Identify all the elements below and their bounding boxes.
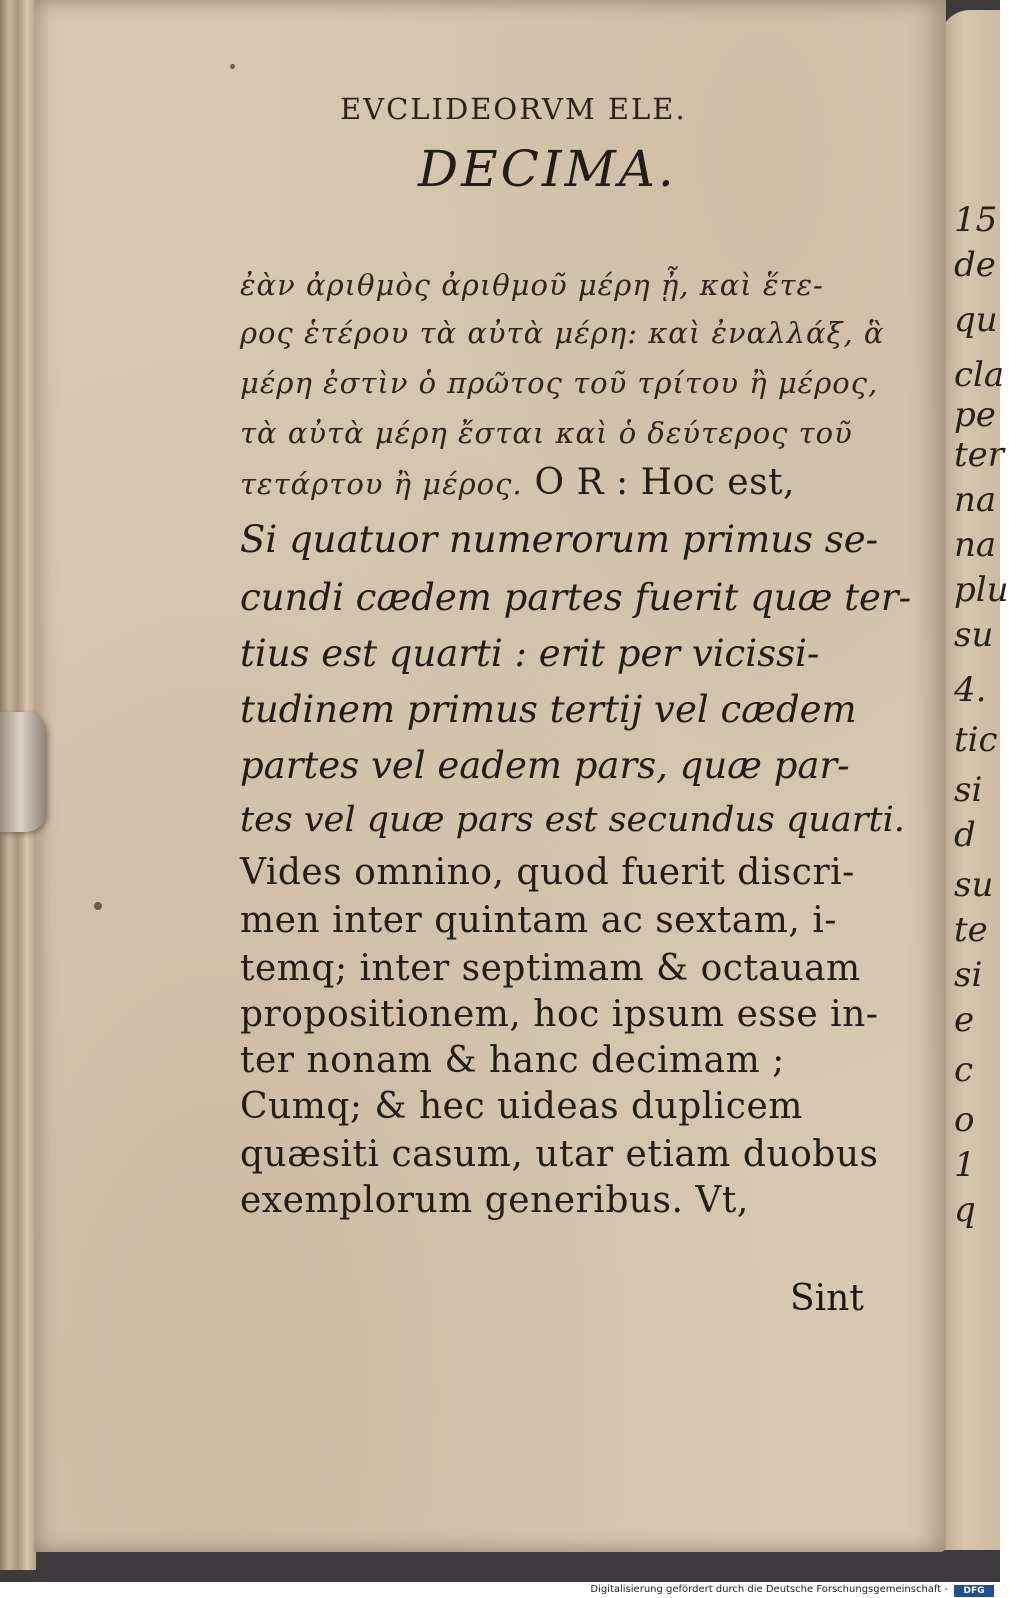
next-page-fragment: na	[954, 480, 997, 520]
next-page-fragment: qu	[954, 300, 998, 340]
roman-line: quæsiti casum, utar etiam duobus	[240, 1134, 879, 1175]
greek-line: ἐὰν ἀριθμὸς ἀριθμοῦ μέρη ᾖ, καὶ ἕτε-	[240, 268, 824, 302]
next-page-fragment: 15	[954, 200, 998, 240]
roman-line: exemplorum generibus. Vt,	[240, 1180, 749, 1221]
greek-line: τὰ αὐτὰ μέρη ἔσται καὶ ὁ δεύτερος τοῦ	[240, 416, 853, 450]
next-page-fragment: su	[954, 615, 994, 655]
greek-line: ρος ἑτέρου τὰ αὐτὰ μέρη: καὶ ἐναλλάξ, ἃ	[240, 316, 885, 350]
next-page-fragment: q	[954, 1190, 976, 1230]
roman-line: propositionem, hoc ipsum esse in-	[240, 994, 879, 1035]
next-page-fragment: si	[954, 955, 983, 995]
next-page-fragment: te	[954, 910, 988, 950]
roman-line: ter nonam & hanc decimam ;	[240, 1040, 785, 1081]
running-header: EVCLIDEORVM ELE.	[340, 92, 687, 126]
ink-spot	[94, 902, 102, 910]
ink-spot	[230, 64, 235, 69]
italic-line: cundi cædem partes fuerit quæ ter-	[240, 576, 912, 619]
dfg-logo: DFG	[954, 1585, 994, 1597]
next-page-fragment: ter	[954, 435, 1005, 475]
next-page-fragment: 4.	[954, 670, 987, 710]
next-page-fragment: e	[954, 1000, 975, 1040]
roman-line: Vides omnino, quod fuerit discri-	[240, 852, 855, 893]
italic-line: partes vel eadem pars, quæ par-	[240, 744, 850, 787]
italic-line: tes vel quæ pars est secundus quarti.	[240, 800, 905, 840]
next-page-strip	[940, 10, 1009, 1550]
next-page-fragment: pe	[954, 395, 996, 435]
next-page-fragment: plu	[954, 570, 1009, 610]
greek-line-last	[240, 462, 870, 503]
footer-bar	[0, 1584, 1000, 1598]
next-page-fragment: na	[954, 525, 997, 565]
next-page-fragment: c	[954, 1050, 974, 1090]
italic-line: tudinem primus tertij vel cædem	[240, 688, 857, 731]
next-page-fragment: 1	[954, 1145, 976, 1185]
book-clasp	[0, 712, 46, 832]
footer-credit: Digitalisierung gefördert durch die Deutsche Forschungsgemeinschaft -	[590, 1584, 948, 1595]
italic-line: tius est quarti : erit per vicissi-	[240, 632, 820, 675]
next-page-fragment: si	[954, 770, 983, 810]
next-page-fragment: de	[954, 245, 996, 285]
roman-line: men inter quintam ac sextam, i-	[240, 900, 837, 941]
next-page-fragment: su	[954, 865, 994, 905]
catchword: Sint	[790, 1278, 864, 1319]
next-page-fragment: o	[954, 1100, 975, 1140]
greek-line: τετάρτου ἢ μέρος.	[240, 467, 523, 501]
roman-line: Cumq; & hec uideas duplicem	[240, 1086, 803, 1127]
next-page-fragment: tic	[954, 720, 998, 760]
greek-line: μέρη ἐστὶν ὁ πρῶτος τοῦ τρίτου ἢ μέρος,	[240, 366, 879, 400]
italic-line: Si quatuor numerorum primus se-	[240, 518, 879, 561]
proposition-title: DECIMA.	[418, 140, 677, 198]
next-page-fragment: cla	[954, 355, 1005, 395]
or-hoc-est: O R : Hoc est,	[522, 462, 795, 503]
next-page-fragment: d	[954, 815, 976, 855]
roman-line: temq; inter septimam & octauam	[240, 948, 861, 989]
